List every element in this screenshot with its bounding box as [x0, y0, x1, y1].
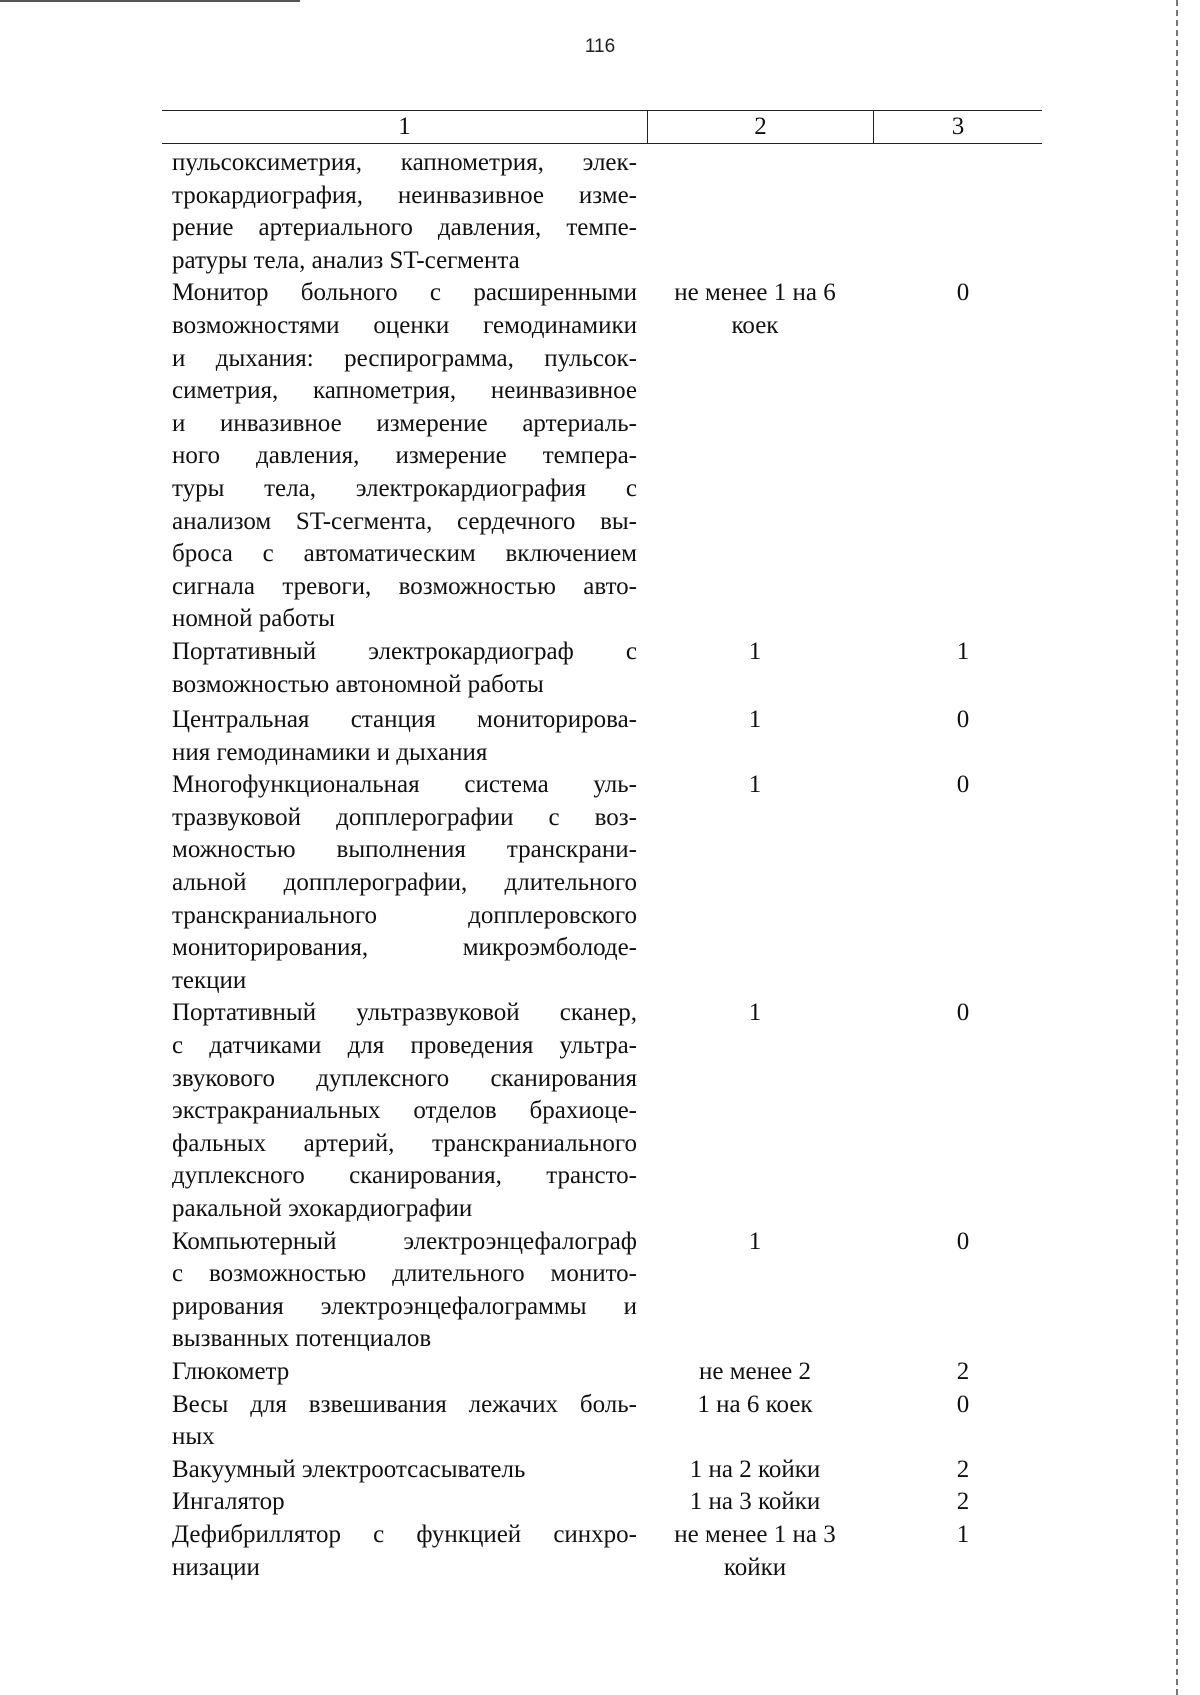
item-name-line: ния гемодинамики и дыхания	[172, 738, 488, 766]
item-name-line: возможностью автономной работы	[172, 670, 544, 698]
item-name-line: Портативный электрокардиограф с	[172, 637, 637, 665]
item-name-line: Монитор больного с расширенными	[172, 279, 637, 307]
table-row	[172, 769, 1052, 997]
table-row	[172, 1356, 1052, 1389]
item-name-line: фальных артерий, транскраниального	[172, 1129, 637, 1157]
scan-top-mark	[0, 0, 300, 2]
item-name-cell	[172, 636, 637, 701]
item-name-line: с возможностью длительного монито-	[172, 1260, 637, 1288]
column-header-3: 3	[951, 113, 965, 140]
item-name-cell	[172, 1519, 637, 1584]
item-name-line: транскраниального допплеровского	[172, 901, 637, 929]
quantity-line: 1	[748, 999, 762, 1027]
item-name-line: симетрия, капнометрия, неинвазивное	[172, 377, 637, 405]
quantity-line: койки	[723, 1553, 787, 1581]
item-name-cell	[172, 277, 637, 636]
table-row	[172, 1486, 1052, 1519]
quantity-line: 1	[748, 1227, 762, 1255]
item-name-line: рирования электроэнцефалограммы и	[172, 1292, 637, 1320]
value-cell: 2	[956, 1455, 970, 1483]
item-name-cell	[172, 1389, 637, 1454]
value-cell: 1	[956, 637, 970, 665]
quantity-line: 1 на 2 койки	[689, 1455, 821, 1483]
item-name-line: Дефибриллятор с функцией синхро-	[172, 1520, 637, 1548]
quantity-cell	[647, 1389, 863, 1422]
item-name-line: звукового дуплексного сканирования	[172, 1064, 637, 1092]
item-name-line: тразвуковой допплерографии с воз-	[172, 803, 637, 831]
item-name-line: мониторирования, микроэмболоде-	[172, 934, 637, 962]
value-cell: 0	[956, 771, 970, 799]
item-name-line: трокардиография, неинвазивное изме-	[172, 181, 637, 209]
item-name-line: номной работы	[172, 605, 335, 633]
value-cell: 2	[956, 1357, 970, 1385]
item-name-line: сигнала тревоги, возможностью авто-	[172, 572, 637, 600]
value-cell: 0	[956, 999, 970, 1027]
quantity-line: 1 на 3 койки	[689, 1488, 821, 1516]
item-name-line: экстракраниальных отделов брахиоце-	[172, 1097, 637, 1125]
scan-edge-dashes	[1176, 0, 1178, 1695]
item-name-line: туры тела, электрокардиография с	[172, 474, 637, 502]
value-cell: 1	[956, 1520, 970, 1548]
column-header-2: 2	[648, 111, 874, 143]
value-cell: 0	[956, 1227, 970, 1255]
table-row	[172, 997, 1052, 1225]
quantity-cell	[647, 277, 863, 342]
item-name-line: вызванных потенциалов	[172, 1325, 432, 1353]
item-name-line: с датчиками для проведения ультра-	[172, 1032, 637, 1060]
quantity-cell	[647, 636, 863, 669]
item-name-cell	[172, 1226, 637, 1356]
item-name-line: и дыхания: респирограмма, пульсок-	[172, 344, 637, 372]
quantity-line: коек	[731, 311, 779, 339]
value-cell: 0	[956, 279, 970, 307]
item-name-cell	[172, 1356, 637, 1389]
quantity-cell	[647, 1356, 863, 1389]
table-body	[172, 147, 1052, 1584]
item-name-line: Компьютерный электроэнцефалограф	[172, 1227, 637, 1255]
item-name-cell	[172, 704, 637, 769]
quantity-line: 1	[748, 637, 762, 665]
table-row	[172, 277, 1052, 636]
table-row	[172, 1226, 1052, 1356]
quantity-line: не менее 1 на 3	[674, 1520, 836, 1548]
item-name-line: дуплексного сканирования, трансто-	[172, 1162, 637, 1190]
column-header-1: 1	[162, 111, 648, 143]
item-name-line: Ингалятор	[172, 1488, 285, 1516]
quantity-cell	[647, 704, 863, 737]
item-name-line: Весы для взвешивания лежачих боль-	[172, 1390, 637, 1418]
item-name-line: ных	[172, 1423, 215, 1451]
item-name-line: броса с автоматическим включением	[172, 540, 637, 568]
item-name-line: низации	[172, 1553, 260, 1581]
table-row	[172, 636, 1052, 701]
item-name-line: и инвазивное измерение артериаль-	[172, 409, 637, 437]
value-cell: 0	[956, 1390, 970, 1418]
item-name-cell	[172, 1454, 637, 1487]
quantity-cell	[647, 1486, 863, 1519]
item-name-line: текции	[172, 966, 247, 994]
item-name-line: Многофункциональная система уль-	[172, 771, 637, 799]
quantity-line: 1	[748, 706, 762, 734]
quantity-line: не менее 2	[699, 1357, 811, 1385]
quantity-cell	[647, 1226, 863, 1259]
table-header	[162, 110, 1042, 144]
item-name-line: Глюкометр	[172, 1357, 290, 1385]
item-name-line: Центральная станция мониторирова-	[172, 706, 637, 734]
item-name-line: Портативный ультразвуковой сканер,	[172, 999, 637, 1027]
item-name-line: анализом ST-сегмента, сердечного вы-	[172, 507, 637, 535]
quantity-cell	[647, 769, 863, 802]
table-row	[172, 1389, 1052, 1454]
item-name-cell	[172, 1486, 637, 1519]
quantity-line: 1 на 6 коек	[697, 1390, 813, 1418]
item-name-line: можностью выполнения транскрани-	[172, 836, 637, 864]
item-name-line: альной допплерографии, длительного	[172, 869, 637, 897]
item-name-cell	[172, 769, 637, 997]
item-name-line: ратуры тела, анализ ST-сегмента	[172, 246, 520, 274]
item-name-cell	[172, 147, 637, 277]
quantity-cell	[647, 1519, 863, 1584]
quantity-cell	[647, 1454, 863, 1487]
table-row	[172, 147, 1052, 277]
page-number: 116	[584, 36, 616, 57]
quantity-line: не менее 1 на 6	[674, 279, 836, 307]
table-row	[172, 1454, 1052, 1487]
item-name-line: возможностями оценки гемодинамики	[172, 311, 637, 339]
table-row	[172, 704, 1052, 769]
item-name-cell	[172, 997, 637, 1225]
item-name-line: пульсоксиметрия, капнометрия, элек-	[172, 149, 637, 176]
quantity-line: 1	[748, 771, 762, 799]
value-cell: 0	[956, 706, 970, 734]
item-name-line: ракальной эхокардиографии	[172, 1195, 473, 1222]
table-row	[172, 1519, 1052, 1584]
item-name-line: ного давления, измерение темпера-	[172, 442, 637, 470]
item-name-line: Вакуумный электроотсасыватель	[172, 1455, 526, 1483]
quantity-cell	[647, 997, 863, 1030]
value-cell: 2	[956, 1488, 970, 1516]
item-name-line: рение артериального давления, темпе-	[172, 214, 637, 242]
